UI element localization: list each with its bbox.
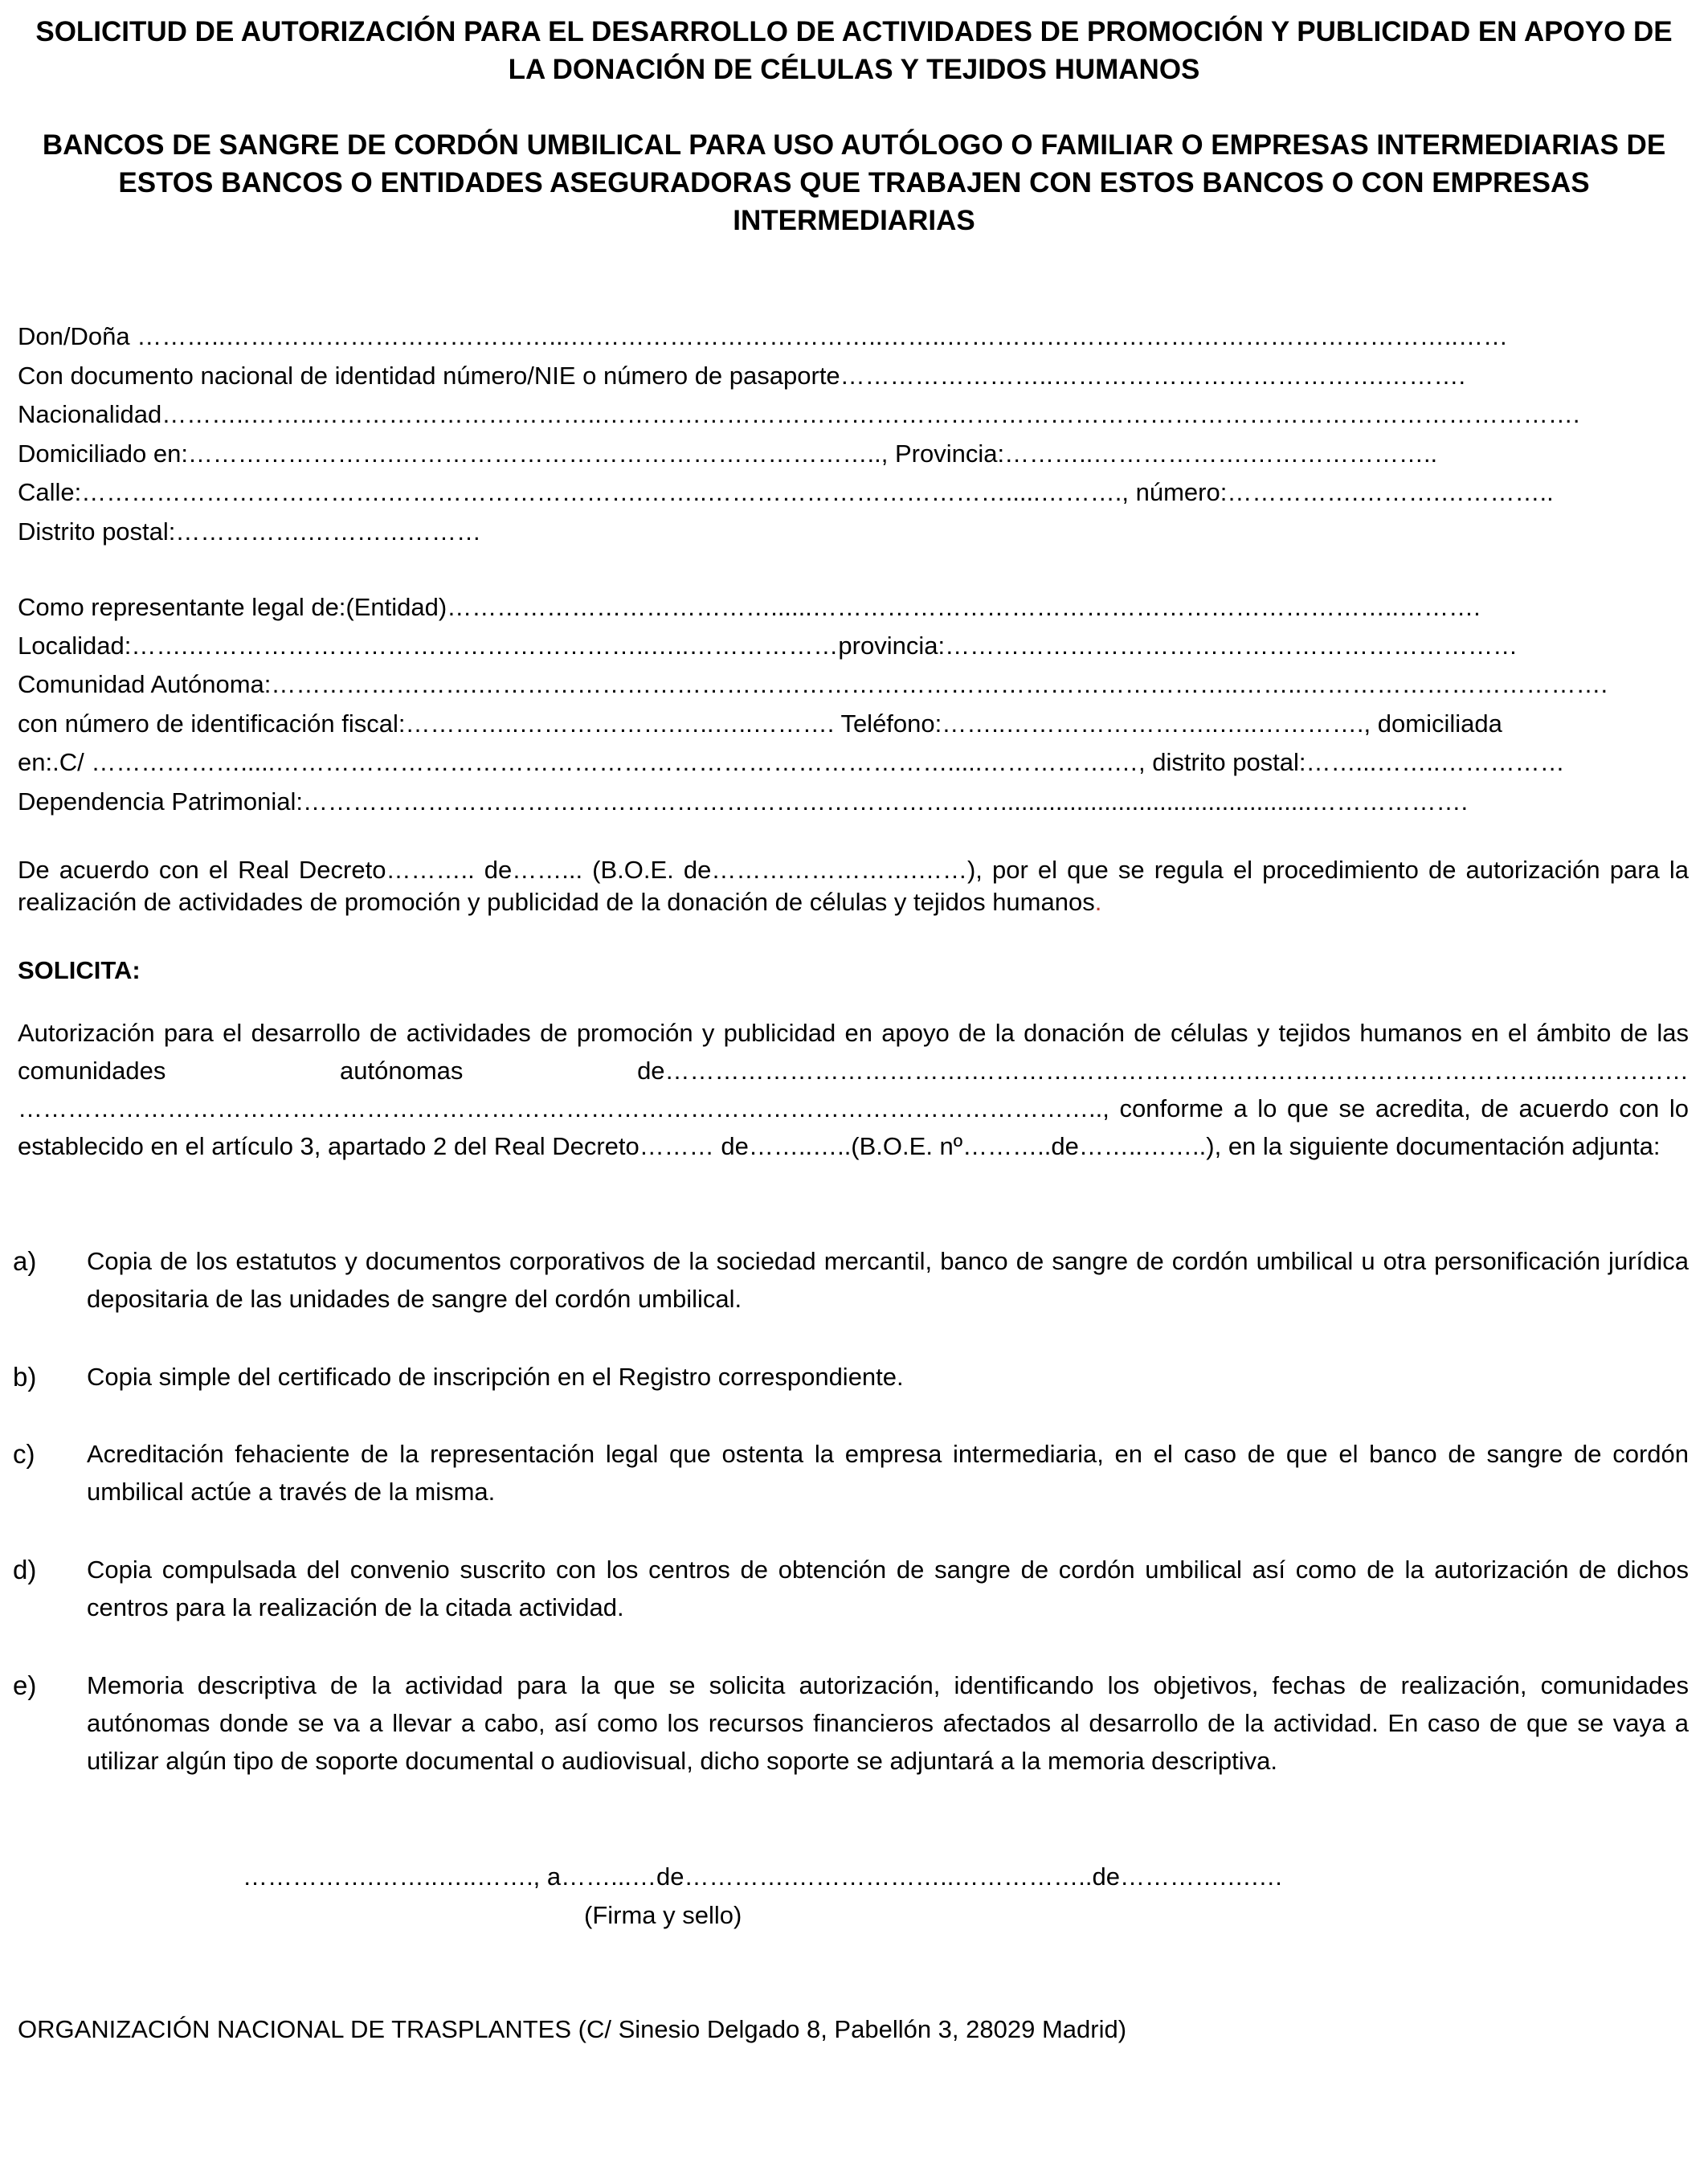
field-nacionalidad[interactable]: Nacionalidad………..……..……………………………..………………………………………………………………………………………………………. — [18, 400, 1580, 428]
field-calle-numero[interactable]: Calle:……………………………….………………………….……..……………………………….....………., número:…………….……….………….. — [18, 478, 1554, 506]
document-letter-b: b) — [13, 1362, 37, 1392]
signature-place-date[interactable]: …………….……..…..……., a……...…de………….………………..……………..de………….….… — [243, 1862, 1284, 1891]
field-domicilio-distrito-postal[interactable]: en:.C/ ……………….....……………………………………………………………………….....…………….…, distrito postal:……...……..…………… — [18, 748, 1565, 776]
document-item-d: Copia compulsada del convenio suscrito con los centros de obtención de sangre de cordón umbilical así como de la autorización de dichos centros para la realización de la citada actividad. — [87, 1556, 1689, 1621]
intro-paragraph — [18, 854, 1689, 918]
footer-address: ORGANIZACIÓN NACIONAL DE TRASPLANTES (C/ Sinesio Delgado 8, Pabellón 3, 28029 Madrid) — [18, 2015, 1127, 2043]
form-subtitle: BANCOS DE SANGRE DE CORDÓN UMBILICAL PARA USO AUTÓLOGO O FAMILIAR O EMPRESAS INTERMEDIARIAS DE ESTOS BANCOS O ENTIDADES ASEGURADORAS QUE TRABAJEN CON ESTOS BANCOS O CON EMPRESAS INTERMEDIARIAS — [42, 129, 1666, 236]
form-title: SOLICITUD DE AUTORIZACIÓN PARA EL DESARROLLO DE ACTIVIDADES DE PROMOCIÓN Y PUBLICIDAD EN APOYO DE LA DONACIÓN DE CÉLULAS Y TEJIDOS HUMANOS — [35, 16, 1673, 85]
field-distrito-postal[interactable]: Distrito postal:…………….………………… — [18, 517, 482, 546]
solicita-paragraph: Autorización para el desarrollo de actividades de promoción y publicidad en apoyo de la donación de células y tejidos humanos en el ámbito de las comunidades autónomas de……………………………….……………………………………………………………...…………… ………………………………………………………………………………………………………………….., conforme a lo que se acredita, de acuerdo con lo establecido en el artículo 3, apartado 2 del Real Decreto……… de……..…..(B.O.E. nº………..de……..……..), en la siguiente documentación adjunta: — [18, 1019, 1689, 1160]
document-item-a: Copia de los estatutos y documentos corporativos de la sociedad mercantil, banco de sangre de cordón umbilical u otra personificación jurídica depositaria de las unidades de sangre del cordón umbilical. — [87, 1247, 1689, 1313]
signature-caption: (Firma y sello) — [584, 1901, 742, 1929]
solicita-heading: SOLICITA: — [18, 956, 141, 984]
field-representante-entidad[interactable]: Como representante legal de:(Entidad)…………………………………......……………………………………………………………..………. — [18, 593, 1481, 621]
field-dependencia-patrimonial[interactable]: Dependencia Patrimonial:………………………………………………………………………….............................................………………. — [18, 787, 1469, 816]
document-letter-e: e) — [13, 1670, 37, 1700]
field-don-dona[interactable]: Don/Doña ………..…………………………………...………………………………..……..……………………………………………………..…… — [18, 322, 1508, 350]
field-cif-telefono[interactable]: con número de identificación fiscal:…………..……………….…..…..………. Teléfono:……..……………………..…..…………., domiciliada — [18, 709, 1502, 738]
field-comunidad-autonoma[interactable]: Comunidad Autónoma:…………………….………………………………………………………………………………..……..………………………………. — [18, 670, 1608, 698]
document-letter-c: c) — [13, 1439, 35, 1469]
field-documento-identidad[interactable]: Con documento nacional de identidad número/NIE o número de pasaporte……………………..………………………………….………. — [18, 362, 1466, 390]
document-item-e: Memoria descriptiva de la actividad para la que se solicita autorización, identificando los objetivos, fechas de realización, comunidades autónomas donde se va a llevar a cabo, así como los recursos financieros afectados al desarrollo de la actividad. En caso de que se vaya a utilizar algún tipo de soporte documental o audiovisual, dicho soporte se adjuntará a la memoria descriptiva. — [87, 1671, 1689, 1775]
field-localidad-provincia[interactable]: Localidad:…….………………………………………………..…..………………provincia:…………………………………………………………… — [18, 632, 1518, 660]
document-letter-a: a) — [13, 1246, 37, 1276]
document-item-c: Acreditación fehaciente de la representación legal que ostenta la empresa intermediaria, en el caso de que el banco de sangre de cordón umbilical actúe a través de la misma. — [87, 1440, 1689, 1506]
field-domicilio-provincia[interactable]: Domiciliado en:…………………….………………………………………………….., Provincia:………..……………….………………….. — [18, 440, 1438, 468]
document-item-b: Copia simple del certificado de inscripción en el Registro correspondiente. — [87, 1363, 904, 1391]
intro-period: . — [1094, 888, 1102, 916]
intro-text: De acuerdo con el Real Decreto……….. de……... (B.O.E. de…………………….……), por el que se regula el procedimiento de autorización para la realización de actividades de promoción y publicidad de la donación de células y tejidos humanos — [18, 856, 1689, 916]
document-letter-d: d) — [13, 1555, 37, 1584]
